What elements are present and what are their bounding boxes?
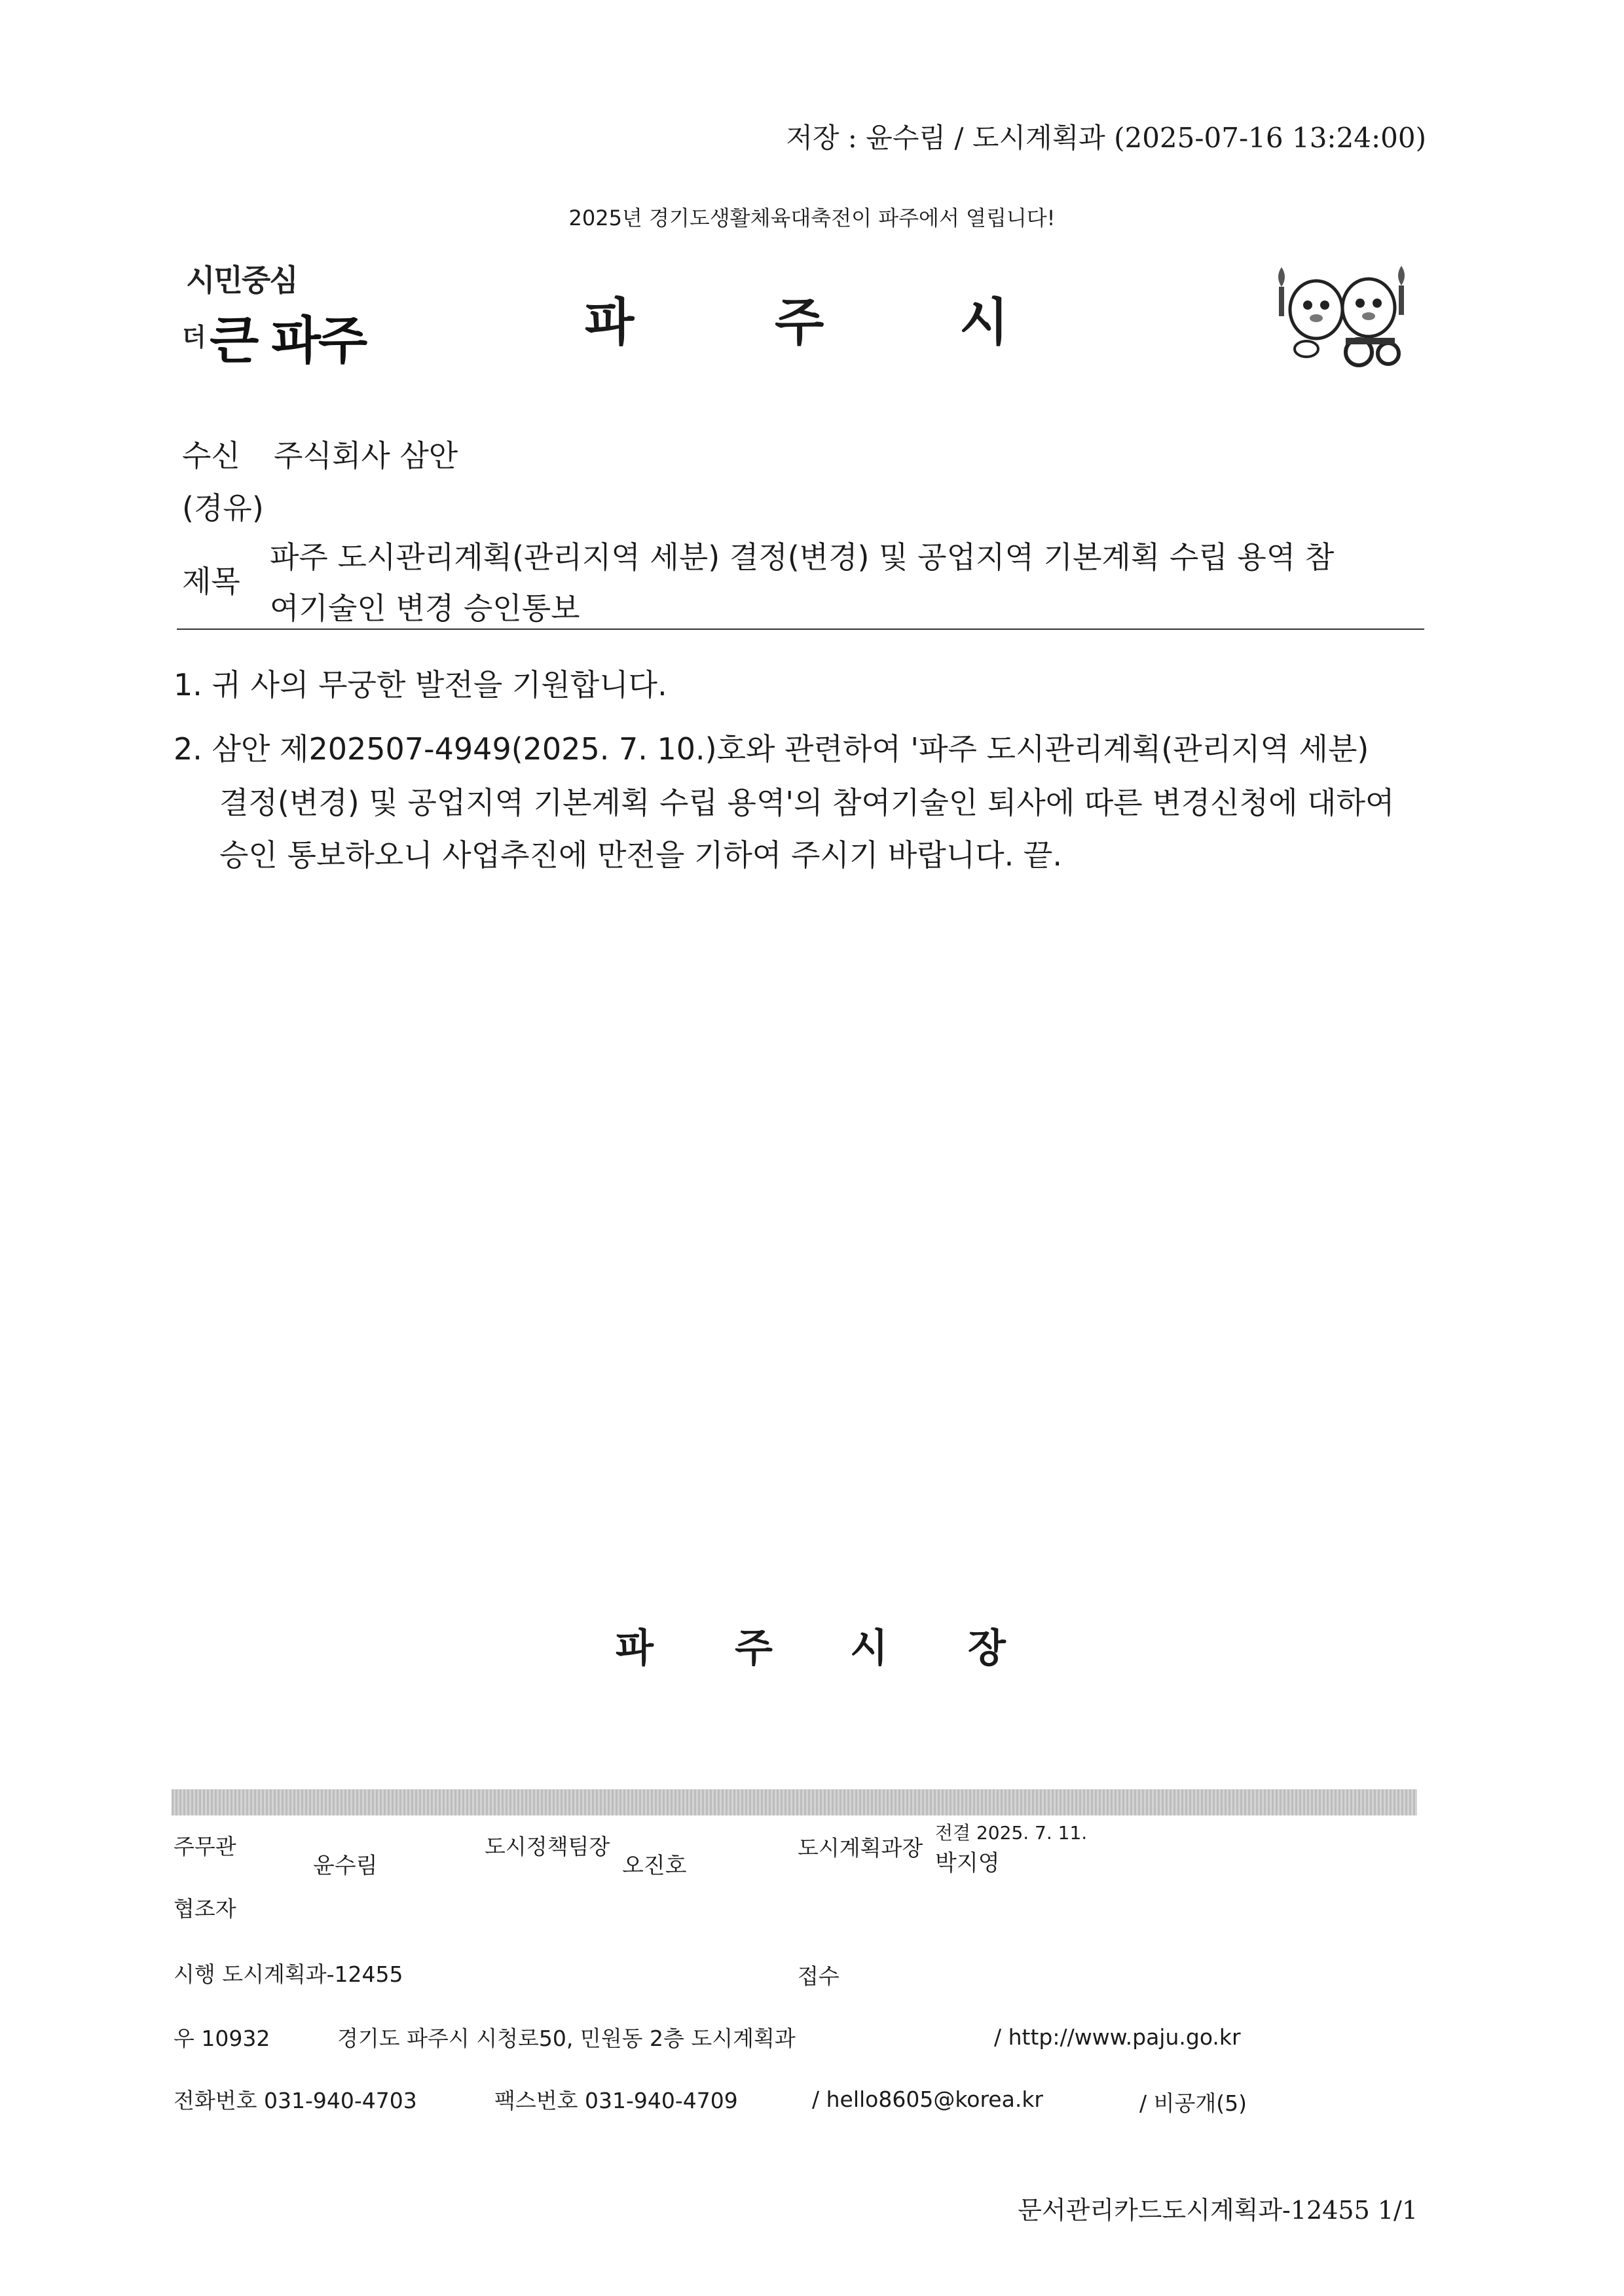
logo-text-line1: 시민중심 [186,263,297,298]
recipient-label: 수신 [182,438,240,473]
recipient-value: 주식회사 삼안 [274,438,458,473]
body-item-1: 1. 귀 사의 무궁한 발전을 기원합니다. [174,667,667,702]
officer-label: 주무관 [174,1834,236,1859]
mascot-illustration [1267,261,1418,372]
slogan: 2025년 경기도생활체육대축전이 파주에서 열립니다! [568,206,1056,230]
signatory-char: 파 [616,1626,654,1671]
disclosure-status: / 비공개(5) [1139,2090,1247,2116]
body-item-2-line3: 승인 통보하오니 사업추진에 만전을 기하여 주시기 바랍니다. 끝. [219,837,1062,873]
director-name: 박지영 [935,1850,1000,1876]
footer-band [172,1789,1417,1815]
subject-label: 제목 [182,564,240,599]
officer-name: 윤수림 [313,1853,378,1879]
subject-text-line1: 파주 도시관리계획(관리지역 세분) 결정(변경) 및 공업지역 기본계획 수립 용역 참 [270,539,1335,575]
approval-stamp: 전결 2025. 7. 11. [935,1822,1088,1844]
logo-text-prefix: 더 [182,323,206,352]
email-link[interactable]: / hello8605@korea.kr [812,2086,1043,2112]
logo-text-main: 큰 파주 [210,312,365,371]
doc-title-char: 시 [959,293,1009,352]
director-label: 도시계획과장 [798,1835,923,1861]
doc-title-char: 파 [585,293,635,352]
via-label: (경유) [182,490,264,526]
doc-card-footer: 문서관리카드도시계획과-12455 1/1 [1018,2196,1418,2225]
address: 경기도 파주시 시청로50, 민원동 2층 도시계획과 [337,2026,796,2051]
postal-code: 우 10932 [174,2026,270,2051]
body-item-2-line1: 2. 삼안 제202507-4949(2025. 7. 10.)호와 관련하여 '파주 도시관리계획(관리지역 세분) [174,731,1369,767]
website-link[interactable]: / http://www.paju.go.kr [994,2024,1241,2050]
subject-text-line2: 여기술인 변경 승인통보 [270,591,580,626]
signatory-char: 장 [968,1626,1006,1671]
team-leader-label: 도시정책팀장 [485,1834,610,1859]
save-timestamp: 저장 : 윤수림 / 도시계획과 (2025-07-16 13:24:00) [786,122,1426,154]
subject-divider [177,629,1424,630]
signatory-char: 시 [850,1626,888,1671]
city-logo [182,257,365,374]
fax-number: 팩스번호 031-940-4709 [494,2088,738,2113]
team-leader-name: 오진호 [622,1853,687,1879]
enforcement-number: 시행 도시계획과-12455 [174,1961,403,1987]
signatory-char: 주 [735,1626,773,1671]
doc-title-char: 주 [775,293,824,352]
phone-number: 전화번호 031-940-4703 [174,2088,417,2113]
body-item-2-line2: 결정(변경) 및 공업지역 기본계획 수립 용역'의 참여기술인 퇴사에 따른 변경신청에 대하여 [219,785,1395,820]
cooperator-label: 협조자 [174,1896,236,1922]
receipt-label: 접수 [798,1963,840,1989]
